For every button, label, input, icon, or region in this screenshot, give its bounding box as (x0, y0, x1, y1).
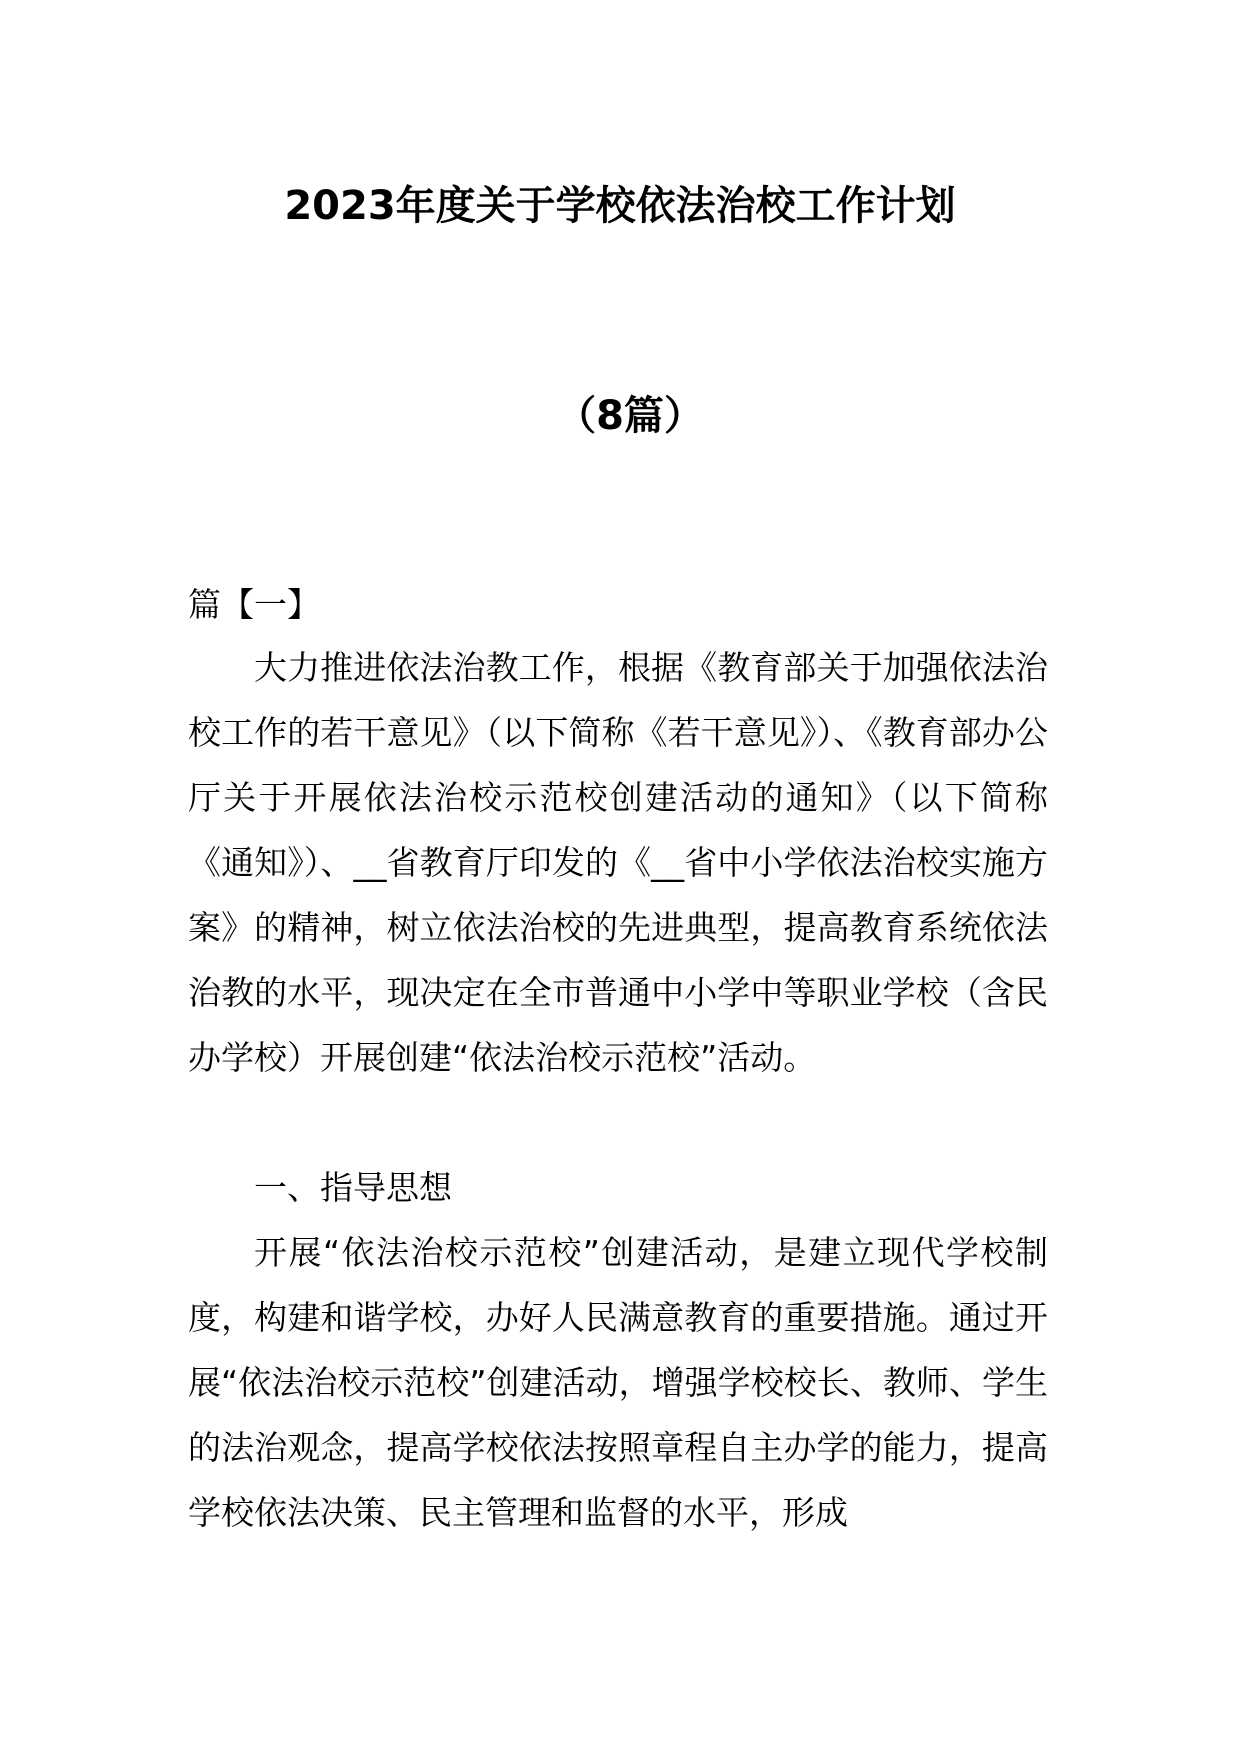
paragraph-guiding-ideology: 开展“依法治校示范校”创建活动，是建立现代学校制度，构建和谐学校，办好人民满意教育的重要措施。通过开展“依法治校示范校”创建活动，增强学校校长、教师、学生的法治观念，提高学校依法按照章程自主办学的能力，提高学校依法决策、民主管理和监督的水平，形成 (188, 1233, 1048, 1532)
section-label: 篇【一】 (188, 585, 320, 624)
document-title: 2023年度关于学校依法治校工作计划 (284, 183, 956, 229)
paragraph-intro: 大力推进依法治教工作，根据《教育部关于加强依法治校工作的若干意见》（以下简称《若干意见》）、《教育部办公厅关于开展依法治校示范校创建活动的通知》（以下简称《通知》）、__省教育厅印发的《__省中小学依法治校实施方案》的精神，树立依法治校的先进典型，提高教育系统依法治教的水平，现决定在全市普通中小学中等职业学校（含民办学校）开展创建“依法治校示范校”活动。 (188, 648, 1048, 1077)
document-subtitle: （8篇） (556, 393, 704, 439)
section-heading-guiding-ideology: 一、指导思想 (254, 1168, 452, 1207)
